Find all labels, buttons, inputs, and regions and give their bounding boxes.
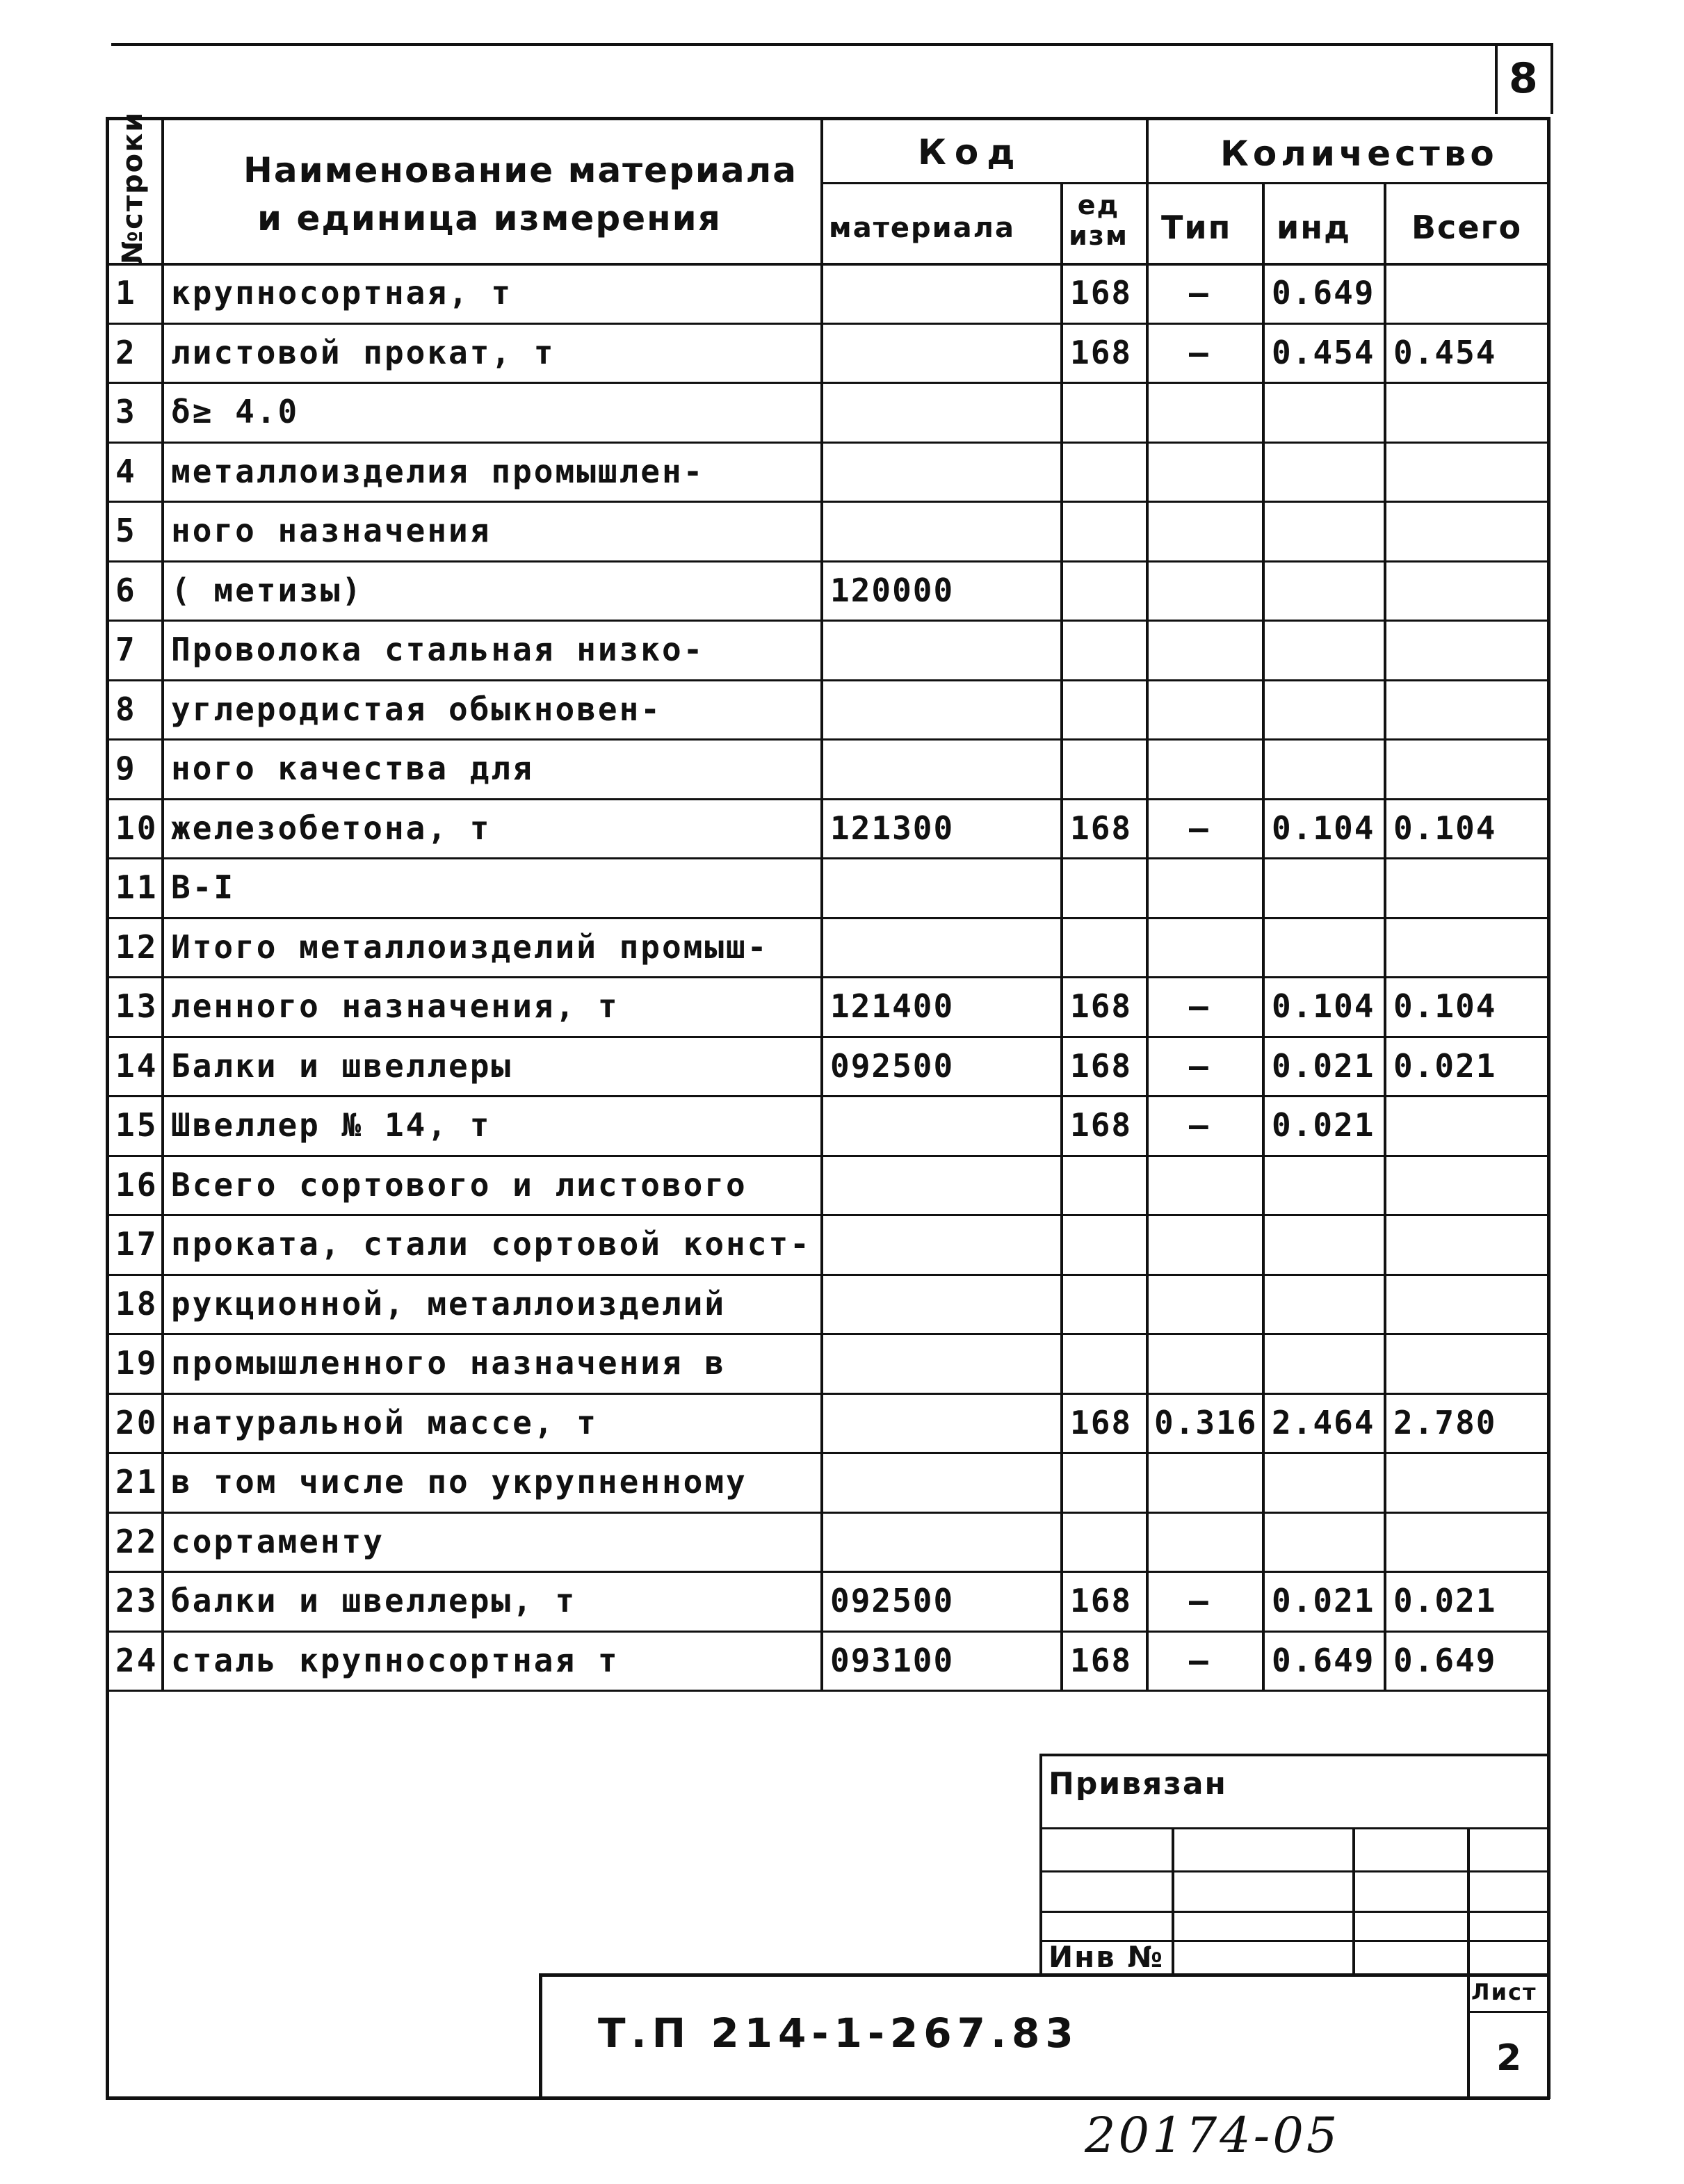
- header-bottom: [106, 263, 1547, 266]
- row-number: 6: [115, 571, 137, 609]
- qty-type: —: [1189, 333, 1210, 371]
- row-number: 13: [115, 987, 159, 1025]
- row-divider: [106, 1571, 1547, 1573]
- qty-total: 0.021: [1393, 1046, 1497, 1085]
- row-number: 19: [115, 1344, 159, 1382]
- row-divider: [106, 1512, 1547, 1514]
- material-name: Швеллер № 14, т: [171, 1106, 492, 1144]
- stamp-sheet-value: 2: [1496, 2037, 1523, 2079]
- material-name: ного назначения: [171, 512, 492, 549]
- stamp-attached-left: [1039, 1754, 1042, 1976]
- unit-code: 168: [1070, 1582, 1133, 1619]
- header-code-group: Код: [918, 132, 1023, 172]
- row-divider: [106, 738, 1547, 741]
- row-number: 16: [115, 1165, 159, 1204]
- material-name: промышленного назначения в: [171, 1344, 727, 1382]
- row-divider: [106, 560, 1547, 563]
- col-line-5: [1262, 182, 1265, 1690]
- col-line-3: [1060, 182, 1063, 1690]
- qty-ind: 0.649: [1272, 1641, 1375, 1679]
- header-split-qty: [1146, 182, 1547, 184]
- material-name: проката, стали сортовой конст-: [171, 1225, 811, 1263]
- title-block-left: [539, 1973, 542, 2096]
- material-name: ного качества для: [171, 750, 534, 787]
- row-divider: [106, 620, 1547, 622]
- row-number: 23: [115, 1582, 159, 1619]
- material-code: 093100: [830, 1641, 955, 1679]
- qty-type: —: [1189, 987, 1210, 1025]
- header-name-line2: и единица измерения: [257, 198, 722, 238]
- unit-code: 168: [1070, 1403, 1133, 1441]
- frame-left: [106, 117, 109, 2096]
- title-block-top: [539, 1973, 1547, 1977]
- stamp-row-1: [1039, 1827, 1547, 1829]
- header-row-label: №строки: [117, 111, 149, 264]
- row-divider: [106, 679, 1547, 681]
- qty-type: —: [1189, 809, 1210, 847]
- material-code: 121400: [830, 987, 955, 1025]
- top-rule: [111, 43, 1551, 46]
- qty-type: —: [1189, 1582, 1210, 1619]
- frame-top: [106, 117, 1550, 120]
- qty-ind: 0.021: [1272, 1106, 1375, 1144]
- row-divider: [106, 857, 1547, 859]
- header-code-unit: ед изм: [1069, 190, 1128, 251]
- row-number: 2: [115, 333, 137, 371]
- row-number: 7: [115, 631, 137, 668]
- material-code: 121300: [830, 809, 955, 847]
- material-name: Проволока стальная низко-: [171, 631, 705, 668]
- row-divider: [106, 1393, 1547, 1395]
- qty-type: —: [1189, 274, 1210, 312]
- row-number: 17: [115, 1225, 159, 1263]
- row-number: 12: [115, 928, 159, 966]
- material-code: 120000: [830, 571, 955, 609]
- unit-code: 168: [1070, 1106, 1133, 1144]
- row-number: 22: [115, 1522, 159, 1560]
- row-divider: [106, 1214, 1547, 1216]
- material-name: Итого металлоизделий промыш-: [171, 928, 769, 966]
- material-name: углеродистая обыкновен-: [171, 690, 662, 728]
- qty-total: 0.649: [1393, 1641, 1497, 1679]
- row-number: 18: [115, 1284, 159, 1322]
- row-divider: [106, 1155, 1547, 1157]
- material-name: металлоизделия промышлен-: [171, 452, 705, 490]
- qty-type: —: [1189, 1106, 1210, 1144]
- row-divider: [106, 1274, 1547, 1276]
- row-divider: [106, 442, 1547, 444]
- row-number: 8: [115, 690, 137, 728]
- stamp-doc-code: Т.П 214-1-267.83: [598, 2009, 1079, 2057]
- material-code: 092500: [830, 1582, 955, 1619]
- row-number: 9: [115, 750, 137, 787]
- row-divider: [106, 1095, 1547, 1097]
- header-qty-total: Всего: [1411, 209, 1523, 246]
- row-number: 14: [115, 1046, 159, 1085]
- unit-code: 168: [1070, 1046, 1133, 1085]
- material-name: сталь крупносортная т: [171, 1641, 620, 1679]
- row-divider: [106, 1631, 1547, 1633]
- qty-type: 0.316: [1154, 1403, 1258, 1441]
- unit-code: 168: [1070, 274, 1133, 312]
- row-number: 21: [115, 1463, 159, 1501]
- header-name-line1: Наименование материала: [243, 150, 798, 191]
- qty-ind: 0.021: [1272, 1582, 1375, 1619]
- row-number: 11: [115, 868, 159, 906]
- qty-type: —: [1189, 1641, 1210, 1679]
- qty-total: 0.454: [1393, 333, 1497, 371]
- material-name: крупносортная, т: [171, 274, 513, 312]
- material-name: ленного назначения, т: [171, 987, 620, 1025]
- row-divider: [106, 382, 1547, 384]
- col-line-6: [1384, 182, 1386, 1690]
- stamp-inv-label: Инв №: [1049, 1940, 1164, 1974]
- qty-total: 2.780: [1393, 1403, 1497, 1441]
- row-number: 5: [115, 512, 137, 549]
- unit-code: 168: [1070, 1641, 1133, 1679]
- qty-ind: 0.104: [1272, 987, 1375, 1025]
- material-name: балки и швеллеры, т: [171, 1582, 577, 1619]
- row-divider: [106, 501, 1547, 503]
- header-qty-type: Тип: [1161, 209, 1232, 246]
- row-divider: [106, 323, 1547, 325]
- row-number: 24: [115, 1641, 159, 1679]
- unit-code: 168: [1070, 333, 1133, 371]
- row-number: 4: [115, 452, 137, 490]
- material-name: В-I: [171, 868, 236, 906]
- handwritten-inventory-number: 20174-05: [1085, 2107, 1341, 2164]
- header-code-material: материала: [829, 212, 1015, 244]
- qty-total: 0.104: [1393, 809, 1497, 847]
- frame-right: [1547, 117, 1551, 2099]
- stamp-sheet-label: Лист: [1471, 1979, 1537, 2005]
- row-number: 3: [115, 393, 137, 430]
- qty-type: —: [1189, 1046, 1210, 1085]
- header-qty-group: Количество: [1220, 134, 1498, 174]
- title-sheet-sep: [1467, 1973, 1470, 2096]
- frame-bottom: [106, 2096, 1550, 2100]
- qty-total: 0.104: [1393, 987, 1497, 1025]
- row-divider: [106, 976, 1547, 978]
- qty-ind: 0.454: [1272, 333, 1375, 371]
- row-divider: [106, 917, 1547, 919]
- row-number: 20: [115, 1403, 159, 1441]
- stamp-col-2: [1352, 1827, 1355, 1973]
- row-divider: [106, 1690, 1547, 1692]
- material-code: 092500: [830, 1046, 955, 1085]
- sheet-box-right: [1551, 43, 1553, 114]
- row-divider: [106, 1036, 1547, 1038]
- stamp-attached-top: [1039, 1754, 1547, 1756]
- row-number: 1: [115, 274, 137, 312]
- material-name: листовой прокат, т: [171, 333, 556, 371]
- qty-total: 0.021: [1393, 1582, 1497, 1619]
- stamp-row-3: [1039, 1911, 1547, 1913]
- material-name: Всего сортового и листового: [171, 1165, 747, 1204]
- stamp-col-3: [1467, 1827, 1470, 1973]
- stamp-row-2: [1039, 1870, 1547, 1872]
- row-divider: [106, 798, 1547, 800]
- unit-code: 168: [1070, 809, 1133, 847]
- material-name: δ≥ 4.0: [171, 393, 300, 430]
- sheet-number: 8: [1509, 54, 1539, 103]
- material-name: в том числе по укрупненному: [171, 1463, 747, 1501]
- header-split-code: [820, 182, 1146, 184]
- qty-ind: 0.649: [1272, 274, 1375, 312]
- row-number: 10: [115, 809, 159, 847]
- material-name: железобетона, т: [171, 809, 492, 847]
- header-qty-ind: инд: [1277, 209, 1352, 246]
- row-divider: [106, 1452, 1547, 1454]
- qty-ind: 0.104: [1272, 809, 1375, 847]
- qty-ind: 0.021: [1272, 1046, 1375, 1085]
- material-name: Балки и швеллеры: [171, 1046, 513, 1085]
- sheet-box-left: [1495, 43, 1498, 114]
- title-sheet-label-line: [1467, 2011, 1547, 2013]
- row-divider: [106, 1333, 1547, 1335]
- material-name: сортаменту: [171, 1522, 384, 1560]
- material-name: ( метизы): [171, 571, 364, 609]
- stamp-col-1: [1172, 1827, 1174, 1973]
- qty-ind: 2.464: [1272, 1403, 1375, 1441]
- unit-code: 168: [1070, 987, 1133, 1025]
- material-name: натуральной массе, т: [171, 1403, 598, 1441]
- material-name: рукционной, металлоизделий: [171, 1284, 727, 1322]
- stamp-attached-label: Привязан: [1049, 1766, 1227, 1802]
- row-number: 15: [115, 1106, 159, 1144]
